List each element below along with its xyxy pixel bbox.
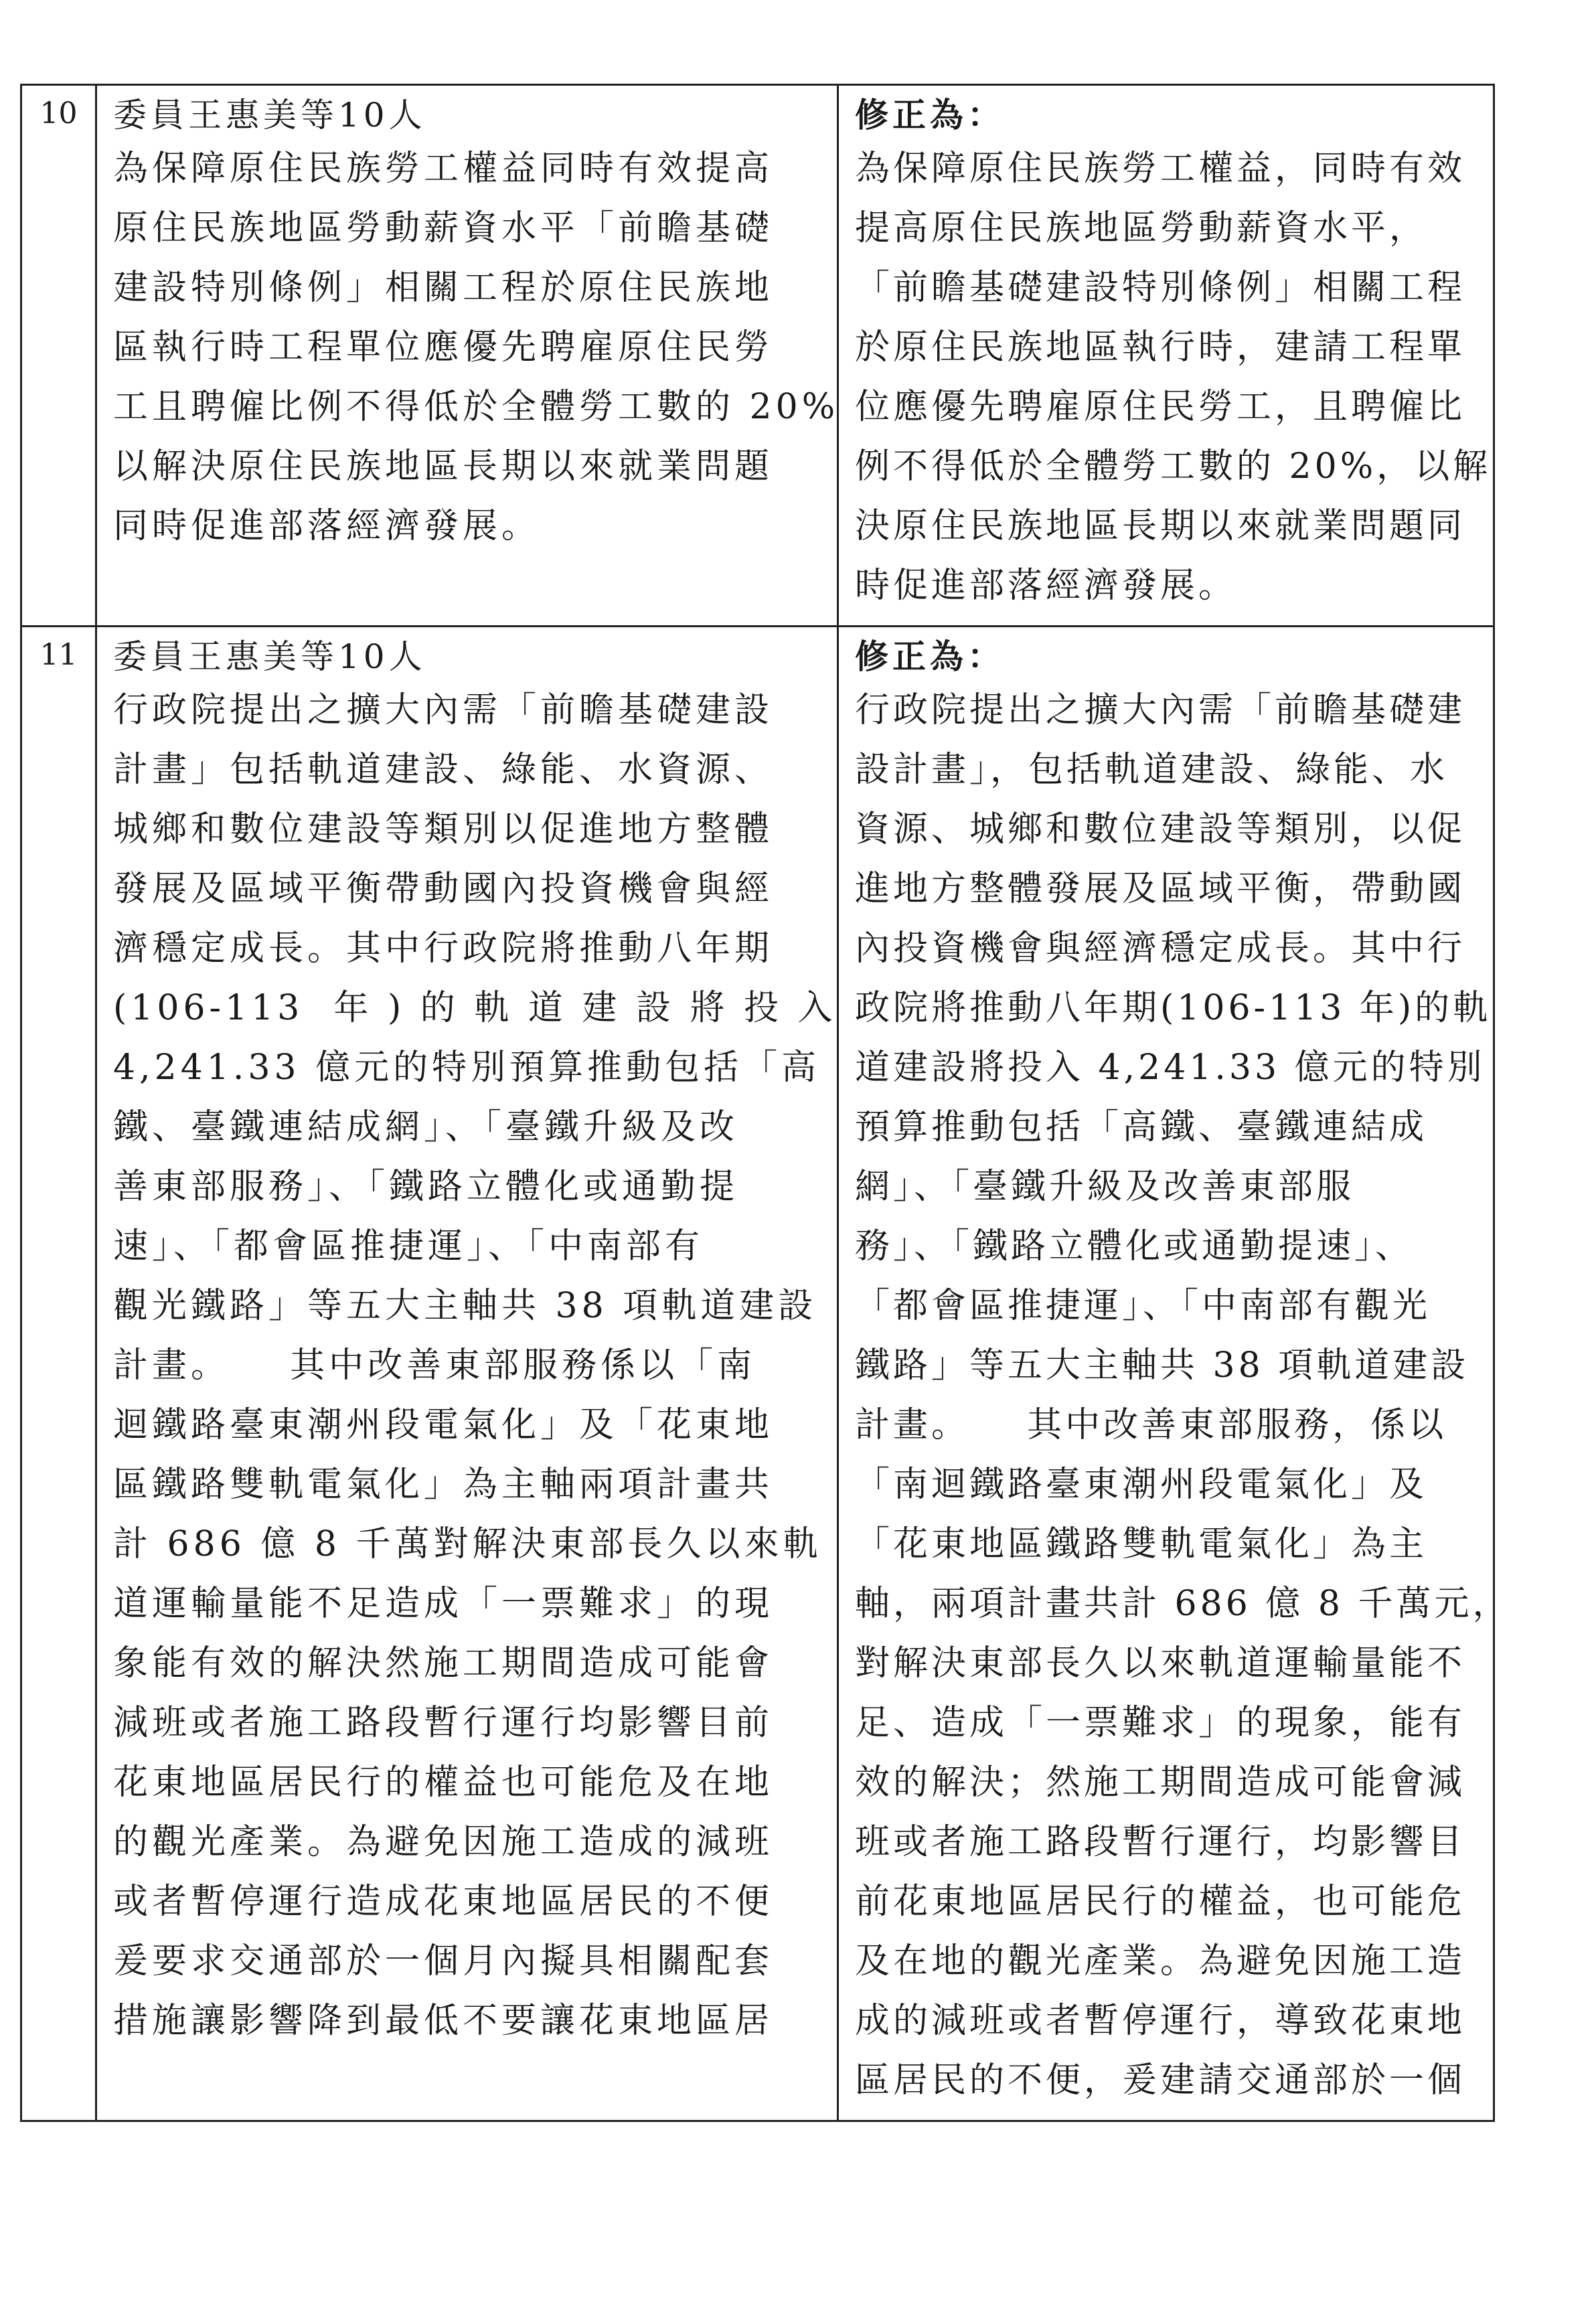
text-line: 為保障原住民族勞工權益同時有效提高 [113, 149, 774, 189]
text-line: 於原住民族地區執行時，建請工程單 [855, 327, 1466, 367]
text-line: 時促進部落經濟發展。 [855, 566, 1237, 606]
text-line: 區居民的不便，爰建請交通部於一個 [855, 2060, 1466, 2101]
text-line: 的觀光產業。為避免因施工造成的減班 [113, 1822, 774, 1862]
text-line: 例不得低於全體勞工數的 20%，以解 [855, 446, 1492, 487]
text-line: 「南迴鐵路臺東潮州段電氣化」及 [855, 1465, 1428, 1505]
text-line: 「都會區推捷運」、「中南部有觀光 [855, 1286, 1431, 1326]
revision-heading: 修正為： [855, 637, 1005, 676]
revised-text-cell [838, 627, 1511, 2121]
text-line: 位應優先聘雇原住民勞工，且聘僱比 [855, 387, 1466, 427]
text-line: 發展及區域平衡帶動國內投資機會與經 [113, 869, 774, 909]
text-line: 提高原住民族地區勞動薪資水平， [855, 208, 1428, 248]
text-line: 進地方整體發展及區域平衡，帶動國 [855, 869, 1466, 909]
text-line: 「前瞻基礎建設特別條例」相關工程 [855, 268, 1466, 308]
original-text-cell [96, 627, 838, 2121]
text-line: 網」、「臺鐵升級及改善東部服 [855, 1167, 1355, 1207]
text-line: 務」、「鐵路立體化或通勤提速」、 [855, 1226, 1414, 1266]
text-line: 效的解決；然施工期間造成可能會減 [855, 1762, 1466, 1803]
text-line: 觀光鐵路」等五大主軸共 38 項軌道建設 [113, 1286, 817, 1326]
amendment-table [20, 84, 1511, 2122]
text-line: 迴鐵路臺東潮州段電氣化」及「花東地 [113, 1405, 774, 1445]
text-line: 措施讓影響降到最低不要讓花東地區居 [113, 2001, 774, 2041]
text-line: 預算推動包括「高鐵、臺鐵連結成 [855, 1107, 1428, 1147]
text-line: 爰要求交通部於一個月內擬具相關配套 [113, 1941, 774, 1981]
revised-text-cell [838, 85, 1494, 627]
row-number: 11 [21, 627, 96, 2121]
text-line: 前花東地區居民行的權益，也可能危 [855, 1882, 1466, 1922]
text-line: 軸，兩項計畫共計 686 億 8 千萬元， [855, 1584, 1511, 1624]
text-line: 「花東地區鐵路雙軌電氣化」為主 [855, 1524, 1428, 1564]
text-line: 道運輸量能不足造成「一票難求」的現 [113, 1584, 774, 1624]
text-line: 行政院提出之擴大內需「前瞻基礎建 [855, 690, 1466, 730]
text-line: 資源、城鄉和數位建設等類別，以促 [855, 809, 1466, 849]
text-line: (106-113 年 ) 的 軌 道 建 設 將 投 入 [113, 988, 837, 1028]
text-line: 計畫。 其中改善東部服務係以「南 [113, 1345, 756, 1386]
proposer: 委員王惠美等10人 [113, 96, 426, 135]
text-line: 花東地區居民行的權益也可能危及在地 [113, 1762, 774, 1803]
text-line: 對解決東部長久以來軌道運輸量能不 [855, 1643, 1466, 1684]
text-line: 象能有效的解決然施工期間造成可能會 [113, 1643, 774, 1684]
text-line: 決原住民族地區長期以來就業問題同 [855, 506, 1466, 546]
text-line: 鐵路」等五大主軸共 38 項軌道建設 [855, 1345, 1469, 1386]
text-line: 區鐵路雙軌電氣化」為主軸兩項計畫共 [113, 1465, 774, 1505]
text-line: 4,241.33 億元的特別預算推動包括「高 [113, 1048, 821, 1088]
text-line: 區執行時工程單位應優先聘雇原住民勞 [113, 327, 774, 367]
text-line: 建設特別條例」相關工程於原住民族地 [113, 268, 774, 308]
text-line: 班或者施工路段暫行運行，均影響目 [855, 1822, 1466, 1862]
proposer: 委員王惠美等10人 [113, 637, 426, 676]
text-line: 鐵、臺鐵連結成網」、「臺鐵升級及改 [113, 1107, 739, 1147]
text-line: 政院將推動八年期(106-113 年)的軌 [855, 988, 1492, 1028]
text-line: 計 686 億 8 千萬對解決東部長久以來軌 [113, 1524, 822, 1564]
text-line: 城鄉和數位建設等類別以促進地方整體 [113, 809, 774, 849]
text-line: 濟穩定成長。其中行政院將推動八年期 [113, 928, 774, 969]
text-line: 原住民族地區勞動薪資水平「前瞻基礎 [113, 208, 774, 248]
text-line: 成的減班或者暫停運行，導致花東地 [855, 2001, 1466, 2041]
text-line: 為保障原住民族勞工權益，同時有效 [855, 149, 1466, 189]
text-line: 道建設將投入 4,241.33 億元的特別 [855, 1048, 1486, 1088]
original-text-cell [96, 85, 838, 627]
text-line: 工且聘僱比例不得低於全體勞工數的 20% [113, 387, 840, 427]
text-line: 以解決原住民族地區長期以來就業問題 [113, 446, 774, 487]
text-line: 行政院提出之擴大內需「前瞻基礎建設 [113, 690, 774, 730]
text-line: 計畫」包括軌道建設、綠能、水資源、 [113, 750, 774, 790]
text-line: 速」、「都會區推捷運」、「中南部有 [113, 1226, 704, 1266]
text-line: 減班或者施工路段暫行運行均影響目前 [113, 1703, 774, 1743]
revision-heading: 修正為： [855, 95, 1005, 135]
text-line: 同時促進部落經濟發展。 [113, 506, 541, 546]
text-line: 設計畫」，包括軌道建設、綠能、水 [855, 750, 1449, 790]
text-line: 或者暫停運行造成花東地區居民的不便 [113, 1882, 774, 1922]
text-line: 及在地的觀光產業。為避免因施工造 [855, 1941, 1466, 1981]
text-line: 足、造成「一票難求」的現象，能有 [855, 1703, 1466, 1743]
table-row [21, 627, 1494, 2121]
table-row [21, 85, 1494, 627]
text-line: 內投資機會與經濟穩定成長。其中行 [855, 928, 1466, 969]
row-number: 10 [21, 85, 96, 627]
text-line: 善東部服務」、「鐵路立體化或通勤提 [113, 1167, 739, 1207]
text-line: 計畫。 其中改善東部服務，係以 [855, 1405, 1447, 1445]
